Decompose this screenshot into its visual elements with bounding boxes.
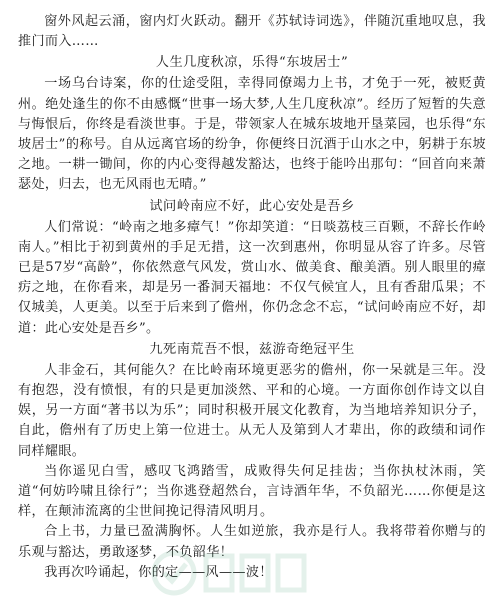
section-3-paragraph-1: 人非金石，其何能久？在比岭南环境更恶劣的儋州，你一呆就是三年。没有抱怨，没有愤恨，有的只是更加淡然、平和的心境。一方面你创作诗文以自娱，另一方面“著书以为乐”；同时积极开展文化教育，为当地培养知识分子，自此，儋州有了历史上第一位进士。从无人及第到人才辈出，你的政绩和词作同样耀眼。	[18, 362, 486, 459]
section-2-paragraph-1: 人们常说：“岭南之地多瘴气！”你却笑道：“日啖荔枝三百颗，不辞长作岭南人。”相比于初到黄州的手足无措，这一次到惠州，你明显从容了许多。尽管已是57岁“高龄”，你依然意气风发，赏山水、做美食、酿美酒。别人眼里的瘴疠之地，在你看来，却是另一番洞天福地：不仅气候宜人，且有香甜瓜果；不仅城美，人更美。以至于后来到了儋州，你仍念念不忘，“试问岭南应不好，却道：此心安处是吾乡”。	[18, 219, 486, 336]
section-3-paragraph-3: 合上书，力量已盈满胸怀。人生如逆旅，我亦是行人。我将带着你赠与的乐观与豁达，勇敢逐梦，不负韶华！	[18, 524, 486, 560]
section-1-paragraph-1: 一场乌台诗案，你的仕途受阻，幸得同僚竭力上书，才免于一死，被贬黄州。绝处逢生的你不由感慨“世事一场大梦,人生几度秋凉”。经历了短暂的失意与悔恨后，你终是看淡世事。于是，带领家人在城东坡地开垦菜园，也乐得“东坡居士”的称号。自从远离官场的纷争，你便终日沉酒于山水之中，躬耕于东坡之地。一耕一锄间，你的内心变得越发豁达，也终于能吟出那句：“回首向来萧瑟处，归去，也无风雨也无晴。”	[18, 76, 486, 193]
intro-paragraph: 窗外风起云涌，窗内灯火跃动。翻开《苏轼诗词选》，伴随沉重地叹息，我推门而入……	[18, 14, 486, 50]
section-3-paragraph-4: 我再次吟诵起，你的定——风——波！	[44, 564, 273, 580]
section-heading-2: 试问岭南应不好，此心安处是吾乡	[149, 198, 355, 214]
section-3-paragraph-2: 当你遥见白雪，感叹飞鸿踏雪，成败得失何足挂齿；当你执杖沐雨，笑道“何妨吟啸且徐行”；当你逃登超然台，言诗酒年华，不负韶光……你便是这样，在颠沛流离的尘世间挽记得清风明月。	[18, 463, 486, 520]
section-heading-3: 九死南荒吾不恨，兹游奇绝冠平生	[149, 341, 355, 357]
section-heading-1: 人生几度秋凉，乐得“东坡居士”	[155, 55, 349, 71]
